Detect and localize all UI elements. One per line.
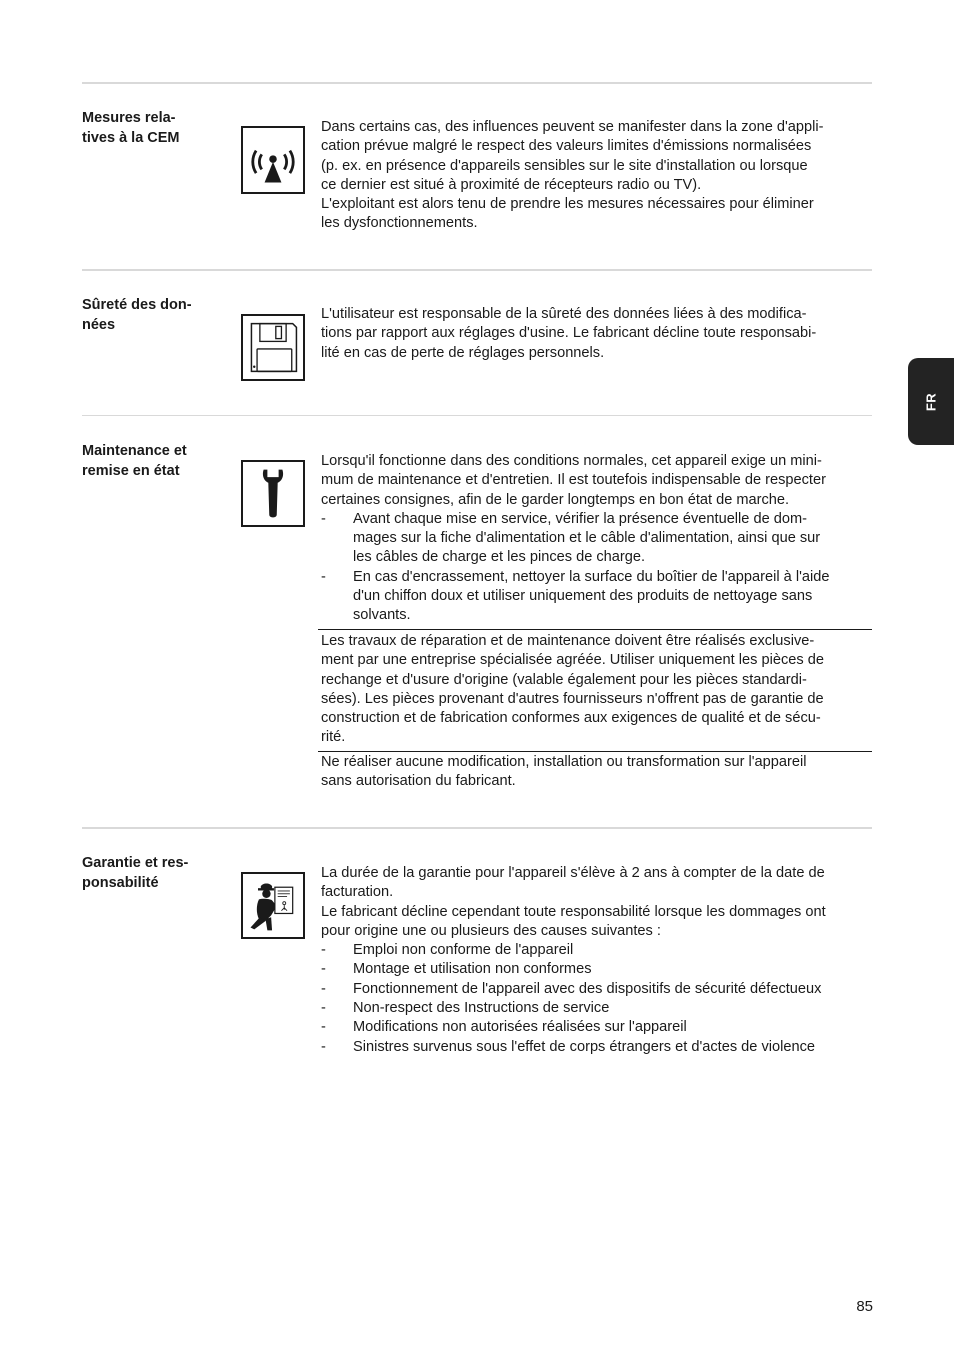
- language-tab-label: FR: [923, 392, 939, 411]
- page-number: 85: [856, 1298, 873, 1315]
- floppy-disk-icon: [241, 314, 305, 381]
- bullet-dash: -: [321, 1000, 326, 1017]
- maintenance-repair-note: Les travaux de réparation et de maintenance doivent être réalisés exclusive- ment par une entreprise spécialisée agréée. Utiliser uniquement les pièces de rechange et d'usure d'origine (valable également pour les pièces standardi- sées). Les pièces provenant d'autres fournisseurs n'offrent pas de garantie de construction et de fabrication conformes aux exigences de qualité et de sécu- rité.: [321, 633, 824, 746]
- list-item: - Avant chaque mise en service, vérifier la présence éventuelle de dom- mages sur la fiche d'alimentation et le câble d'alimentation, ainsi que sur les câbles de charge et les pinces de charge.: [321, 510, 821, 566]
- list-item: - Fonctionnement de l'appareil avec des dispositifs de sécurité défectueux: [321, 980, 873, 999]
- maintenance-modification-note: Ne réaliser aucune modification, installation ou transformation sur l'appareil sans autorisation du fabricant.: [321, 754, 807, 790]
- bullet-dash: -: [321, 980, 326, 997]
- wrench-icon: [241, 460, 305, 527]
- list-item: - Non-respect des Instructions de service: [321, 999, 873, 1018]
- section-divider: [82, 827, 872, 829]
- bullet-dash: -: [321, 1038, 326, 1055]
- section-body-warranty: La durée de la garantie pour l'appareil s'élève à 2 ans à compter de la date de facturation. Le fabricant décline cependant toute responsabilité lorsque les dommages ont pour origine une ou plusieurs des causes suivantes : - Emploi non conforme de l'appareil - Montage et utilisation non conformes - Fonctionnement de l'appareil avec des dispositifs de sécurité défectueux - Non-respect des Instructions de service - Modifications non autorisées réalisées sur l'appareil - Sinistres survenus sous l'effet de corps étrangers et d'actes de violence: [321, 864, 873, 1057]
- paragraph-separator: [318, 751, 872, 752]
- paragraph-separator: [318, 629, 872, 630]
- mechanic-reading-manual-icon: [241, 872, 305, 939]
- list-item: - Emploi non conforme de l'appareil: [321, 941, 873, 960]
- list-item: - Sinistres survenus sous l'effet de corps étrangers et d'actes de violence: [321, 1038, 873, 1057]
- section-heading-warranty: Garantie et res- ponsabilité: [82, 855, 189, 891]
- section-heading-data-safety: Sûreté des don- nées: [82, 297, 192, 333]
- bullet-dash: -: [321, 568, 326, 585]
- list-item: - En cas d'encrassement, nettoyer la surface du boîtier de l'appareil à l'aide d'un chiffon doux et utiliser uniquement des produits de nettoyage sans solvants.: [321, 568, 830, 624]
- section-heading-maintenance: Maintenance et remise en état: [82, 443, 187, 479]
- list-item: - Montage et utilisation non conformes: [321, 960, 873, 979]
- list-item: - Modifications non autorisées réalisées sur l'appareil: [321, 1018, 873, 1037]
- language-tab: [908, 358, 954, 445]
- bullet-dash: -: [321, 942, 326, 959]
- bullet-dash: -: [321, 1019, 326, 1036]
- radio-emission-warning-icon: [241, 126, 305, 194]
- maintenance-intro: Lorsqu'il fonctionne dans des conditions normales, cet appareil exige un mini- mum de maintenance et d'entretien. Il est toutefois indispensable de respecter certaines consignes, afin de le garder longtemps en bon état de marche. - Avant chaque mise en service, vérifier la présence éventuelle de dom- mages sur la fiche d'alimentation et le câble d'alimentation, ainsi que sur les câbles de charge et les pinces de charge. - En cas d'encrassement, nettoyer la surface du boîtier de l'appareil à l'aide d'un chiffon doux et utiliser uniquement des produits de nettoyage sans solvants.: [321, 452, 873, 626]
- section-divider: [82, 82, 872, 84]
- section-divider: [82, 415, 872, 416]
- section-heading-cem: Mesures rela- tives à la CEM: [82, 110, 180, 146]
- section-body-data-safety: L'utilisateur est responsable de la sûreté des données liées à des modifica- tions par rapport aux réglages d'usine. Le fabricant décline toute responsabi- lité en cas de perte de réglages personnels.: [321, 306, 817, 361]
- bullet-dash: -: [321, 510, 326, 527]
- section-body-cem: Dans certains cas, des influences peuvent se manifester dans la zone d'appli- cation prévue malgré le respect des valeurs limites d'émissions normalisées (p. ex. en présence d'appareils sensibles sur le site d'installation ou lorsque ce dernier est situé à proximité de récepteurs radio ou TV). L'exploitant est alors tenu de prendre les mesures nécessaires pour éliminer les dysfonctionnements.: [321, 119, 824, 232]
- section-divider: [82, 269, 872, 271]
- bullet-dash: -: [321, 961, 326, 978]
